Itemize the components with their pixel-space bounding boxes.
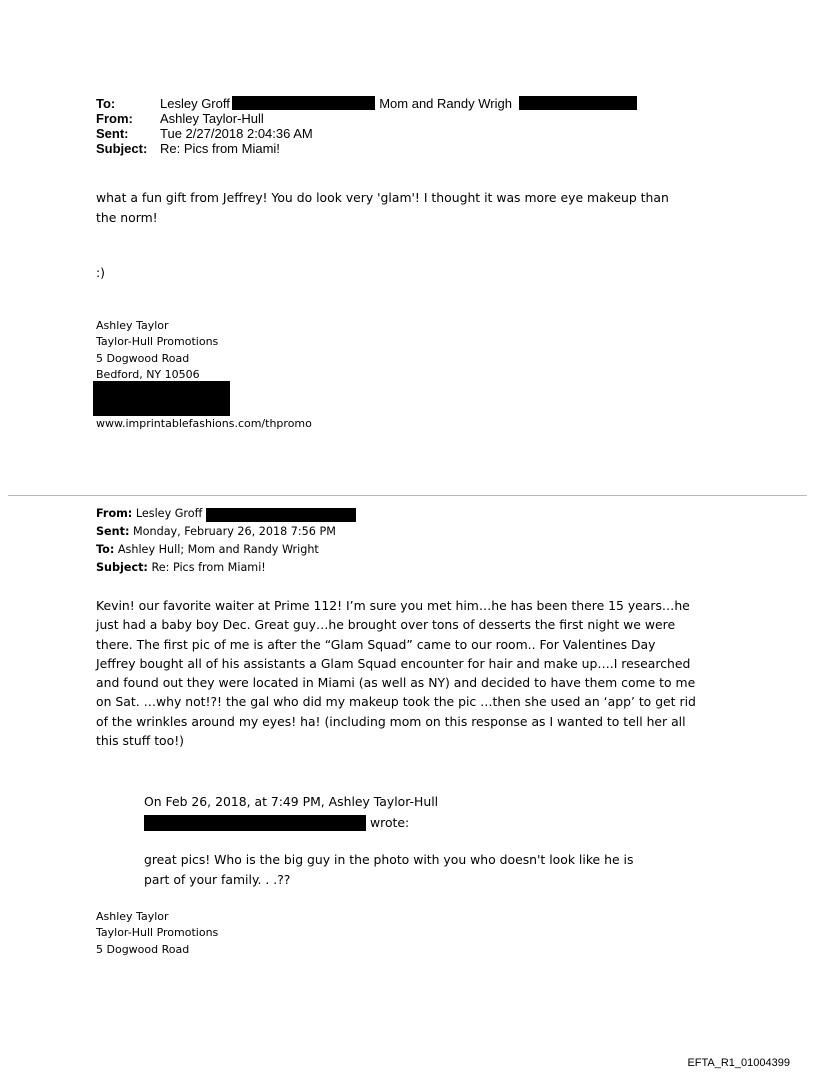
signature-website: www.imprintablefashions.com/thpromo (96, 417, 312, 430)
to-label: To: (96, 96, 116, 111)
fwd-from-label: From: (96, 507, 133, 520)
sent-value: Tue 2/27/2018 2:04:36 AM (160, 126, 313, 141)
to-recipient-1: Lesley Groff (160, 96, 230, 111)
reply-line-2: the norm! (96, 210, 158, 225)
quoted-line-2: part of your family. . .?? (144, 872, 291, 887)
message-line: and found out they were located in Miami (as well as NY) and decided to have them come to me (96, 675, 696, 691)
fwd-subject-value: Re: Pics from Miami! (151, 561, 266, 574)
signature2-street: 5 Dogwood Road (96, 943, 190, 956)
sent-label: Sent: (96, 126, 129, 141)
redaction-bar (206, 508, 356, 522)
fwd-subject-row (96, 561, 266, 574)
signature-street: 5 Dogwood Road (96, 352, 190, 365)
message-line: on Sat. …why not!?! the gal who did my makeup took the pic …then she used an ‘app’ to get rid (96, 694, 696, 710)
fwd-sent-row (96, 525, 336, 538)
redaction-bar (232, 96, 375, 110)
subject-label: Subject: (96, 141, 148, 156)
signature2-company: Taylor-Hull Promotions (96, 926, 219, 939)
fwd-to-value: Ashley Hull; Mom and Randy Wright (117, 543, 319, 556)
message-line: there. The first pic of me is after the “Glam Squad” came to our room.. For Valentines Day (96, 636, 656, 652)
message-line: this stuff too!) (96, 733, 185, 749)
from-value: Ashley Taylor-Hull (160, 111, 264, 126)
message-line: just had a baby boy Dec. Great guy…he brought over tons of desserts the first night we were (96, 617, 676, 633)
message-line: Jeffrey bought all of his assistants a Glam Squad encounter for hair and make up….I researched (96, 655, 691, 671)
fwd-sent-value: Monday, February 26, 2018 7:56 PM (133, 525, 336, 538)
redaction-bar (519, 96, 637, 110)
reply-emoticon: :) (96, 265, 106, 280)
message-line: Kevin! our favorite waiter at Prime 112! I’m sure you met him…he has been there 15 years…he (96, 598, 690, 613)
fwd-sent-label: Sent: (96, 525, 130, 538)
signature2-name: Ashley Taylor (96, 910, 169, 923)
subject-value: Re: Pics from Miami! (160, 141, 280, 156)
from-label: From: (96, 111, 133, 126)
to-recipient-2-row (372, 97, 512, 110)
message-line: of the wrinkles around my eyes! ha! (including mom on this response as I wanted to tell her all (96, 713, 686, 729)
message-paragraph (96, 596, 756, 750)
quoted-line-1: great pics! Who is the big guy in the photo with you who doesn't look like he is (144, 852, 634, 867)
redaction-bar (144, 815, 366, 831)
quoted-attribution: On Feb 26, 2018, at 7:49 PM, Ashley Taylor-Hull (144, 794, 439, 809)
fwd-from-row (96, 507, 202, 520)
signature-company: Taylor-Hull Promotions (96, 335, 219, 348)
message-divider (8, 495, 807, 496)
signature-name: Ashley Taylor (96, 319, 169, 332)
redaction-bar (93, 381, 230, 416)
fwd-subject-label: Subject: (96, 561, 148, 574)
to-recipient-2: ; Mom and Randy Wrigh (372, 96, 512, 111)
reply-line-1: what a fun gift from Jeffrey! You do look very 'glam'! I thought it was more eye makeup than (96, 190, 669, 205)
quoted-wrote: wrote: (370, 815, 410, 830)
fwd-to-label: To: (96, 543, 115, 556)
fwd-from-value: Lesley Groff (135, 507, 203, 520)
fwd-to-row (96, 543, 319, 556)
bates-number: EFTA_R1_01004399 (687, 1057, 790, 1069)
signature-city: Bedford, NY 10506 (96, 368, 200, 381)
